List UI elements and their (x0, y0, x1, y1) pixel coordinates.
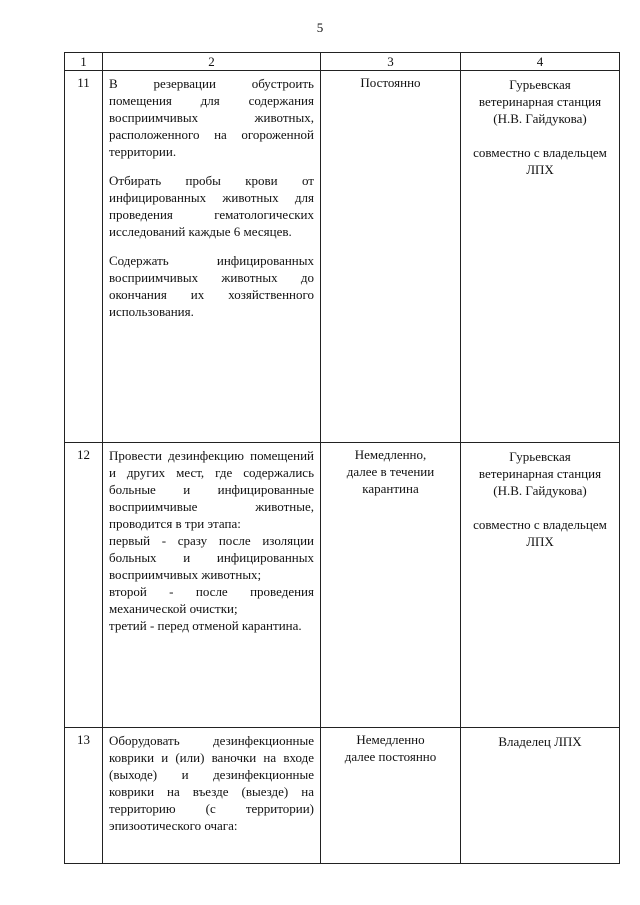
responsible-line: Владелец ЛПХ (498, 734, 582, 749)
responsible-line: ветеринарная станция (478, 94, 602, 109)
responsible-cell (461, 443, 620, 728)
measure-paragraph: первый - сразу после изоляции больных и инфицированных восприимчивых животных; (109, 533, 314, 582)
responsible-line: ветеринарная станция (478, 466, 602, 481)
column-header: 3 (321, 53, 461, 71)
row-number: 11 (65, 71, 103, 443)
responsible-line: Гурьевская (509, 77, 571, 92)
timing-cell (321, 728, 461, 864)
measures-table (64, 52, 620, 864)
responsible-line: (Н.В. Гайдукова) (493, 111, 587, 126)
table-row (65, 443, 620, 728)
measure-paragraph: третий - перед отменой карантина. (109, 618, 302, 633)
timing-cell (321, 71, 461, 443)
measure-paragraph: второй - после проведения механической очистки; (109, 584, 314, 616)
timing-line: далее постоянно (344, 749, 437, 764)
timing-line: далее в течении (346, 464, 435, 479)
page-number: 5 (316, 20, 324, 35)
responsible-line: ЛПХ (526, 162, 554, 177)
column-header: 2 (103, 53, 321, 71)
table-header-row (65, 53, 620, 71)
measure-text (103, 71, 321, 443)
timing-cell (321, 443, 461, 728)
responsible-line: Гурьевская (509, 449, 571, 464)
timing-line: Немедленно, (354, 447, 427, 462)
measure-paragraph: В резервации обустроить помещения для содержания восприимчивых животных, расположенного на огороженной территории. (109, 76, 314, 159)
row-number: 13 (65, 728, 103, 864)
responsible-gap (461, 127, 619, 144)
measure-paragraph: Содержать инфицированных восприимчивых животных до окончания их хозяйственного использования. (109, 253, 314, 319)
measure-paragraph: Отбирать пробы крови от инфицированных животных для проведения гематологических исследований каждые 6 месяцев. (109, 173, 314, 239)
responsible-cell (461, 71, 620, 443)
row-number: 12 (65, 443, 103, 728)
timing-text: Постоянно (360, 75, 421, 90)
timing-line: карантина (362, 481, 419, 496)
measure-paragraph: Провести дезинфекцию помещений и других мест, где содержались больные и инфицированные восприимчивые животные, проводится в три этапа: (109, 448, 314, 531)
responsible-cell (461, 728, 620, 864)
timing-line: Немедленно (356, 732, 425, 747)
responsible-line: совместно с владельцем (473, 145, 607, 160)
responsible-gap (461, 499, 619, 516)
measure-text (103, 443, 321, 728)
responsible-line: совместно с владельцем (473, 517, 607, 532)
responsible-line: ЛПХ (526, 534, 554, 549)
measure-paragraph: Оборудовать дезинфекционные коврики и (или) ваночки на входе (выходе) и дезинфекционные коврики на въезде (выезде) на территорию (с территории) эпизоотического очага: (109, 733, 314, 833)
column-header: 1 (65, 53, 103, 71)
responsible-line: (Н.В. Гайдукова) (493, 483, 587, 498)
table-row (65, 728, 620, 864)
table-row (65, 71, 620, 443)
measure-text (103, 728, 321, 864)
column-header: 4 (461, 53, 620, 71)
